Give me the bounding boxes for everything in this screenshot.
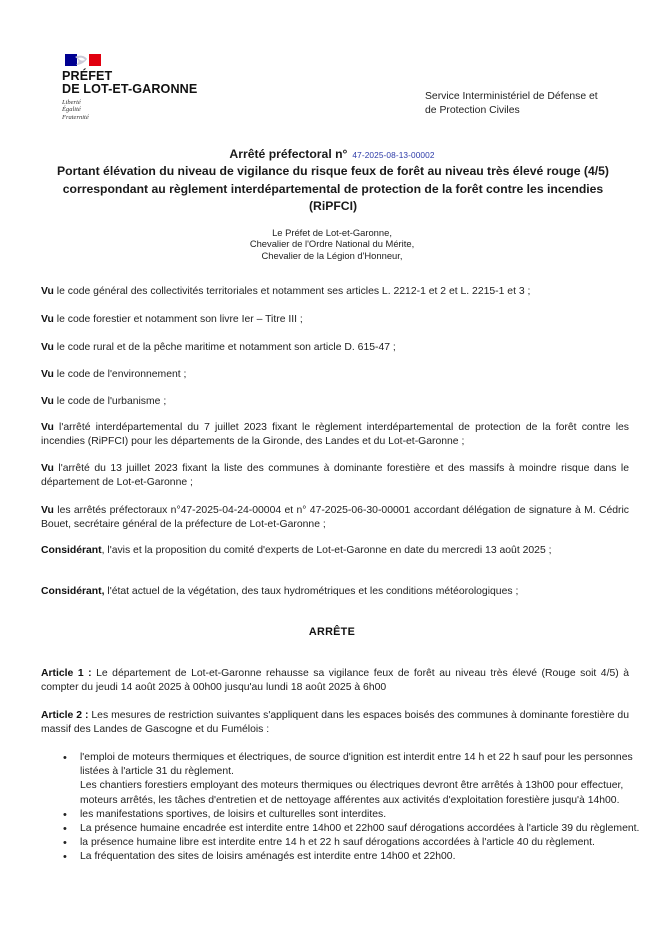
visa-text: le code de l'environnement ; [53, 369, 187, 380]
motto-fraternite: Fraternité [62, 113, 89, 121]
prefecture-logo [62, 53, 222, 121]
arrete-heading: ARRÊTE [308, 626, 356, 638]
visa-paragraph [41, 341, 629, 355]
article-text: Le département de Lot-et-Garonne rehausse sa vigilance feux de forêt au niveau très élevé (Rouge soit 4/5) à compter du jeudi 14 août 2025 à 00h00 jusqu'au lundi 18 août 2025 à 6h00 [41, 668, 629, 694]
visa-paragraph [41, 285, 629, 299]
article-2 [41, 709, 629, 738]
visa-lead: Vu [41, 463, 54, 474]
visa-paragraph [41, 395, 629, 409]
visa-text: le code forestier et notamment son livre Ier – Titre III ; [53, 314, 303, 325]
prefet-line3: Chevalier de la Légion d'Honneur, [261, 249, 403, 261]
visa-lead: Vu [41, 396, 54, 407]
prefet-line1: Le Préfet de Lot-et-Garonne, [272, 227, 392, 238]
motto-egalite: Égalité [62, 106, 81, 114]
considerant-text: , l'avis et la proposition du comité d'experts de Lot-et-Garonne en date du mercredi 13 août 2025 ; [101, 545, 552, 556]
visa-lead: Vu [41, 505, 54, 516]
visa-text: le code rural et de la pêche maritime et notamment son article D. 615-47 ; [53, 342, 396, 353]
arrete-number: 47-2025-08-13-00002 [352, 150, 435, 160]
list-item-text: les manifestations sportives, de loisirs et culturelles sont interdites. [80, 808, 387, 820]
visa-paragraph [41, 504, 629, 533]
list-item [80, 836, 648, 850]
considerant-paragraph [41, 544, 629, 558]
visa-lead: Vu [41, 314, 54, 325]
considerant-lead: Considérant [41, 545, 102, 556]
list-item [80, 808, 648, 822]
list-item [80, 850, 648, 864]
visa-paragraph [41, 313, 629, 327]
service-line2: de Protection Civiles [425, 104, 520, 116]
logo-title-line2: DE LOT-ET-GARONNE [62, 82, 198, 96]
visa-paragraph [41, 462, 629, 491]
prefet-line2: Chevalier de l'Ordre National du Mérite, [249, 238, 415, 250]
list-item-text: la présence humaine libre est interdite entre 14 h et 22 h sauf dérogations accordées à l'article 40 du règlement. [80, 837, 595, 849]
visa-text: le code de l'urbanisme ; [53, 396, 167, 407]
considerant-lead: Considérant, [41, 586, 105, 597]
visa-lead: Vu [41, 422, 54, 433]
visa-lead: Vu [41, 369, 54, 380]
list-item-continuation: Les chantiers forestiers employant des moteurs thermiques ou électriques devront être arrêtés à 13h00 pour effectuer, moteurs arrêtés, les tâches d'entretien et de nettoyage afférentes aux activités d'exploitation forestière jusqu'à 14h00. [80, 780, 624, 806]
visa-lead: Vu [41, 342, 54, 353]
visa-lead: Vu [41, 286, 54, 297]
prefet-block [0, 227, 664, 261]
logo-title-line1: PRÉFET [62, 69, 113, 83]
considerant-text: l'état actuel de la végétation, des taux hydrométriques et les conditions météorologiques ; [104, 586, 519, 597]
logo-title [62, 70, 222, 96]
visa-text: le code général des collectivités territoriales et notamment ses articles L. 2212-1 et 2 et L. 2215-1 et 3 ; [53, 286, 531, 297]
article-lead: Article 2 : [41, 710, 89, 721]
restriction-list [62, 751, 648, 865]
article-1 [41, 667, 629, 696]
visa-paragraph [41, 368, 629, 382]
motto-liberte: Liberté [62, 99, 81, 106]
list-item [80, 822, 648, 836]
list-item-text: l'emploi de moteurs thermiques et électriques, de source d'ignition est interdit entre 14 h et 22 h sauf pour les personnes listées à l'article 31 du règlement. [80, 752, 633, 778]
republic-motto [62, 99, 222, 121]
article-lead: Article 1 : [41, 668, 92, 679]
list-item-text: La fréquentation des sites de loisirs aménagés est interdite entre 14h00 et 22h00. [80, 851, 456, 863]
visa-paragraph [41, 421, 629, 450]
list-item [80, 751, 648, 808]
visa-text: l'arrêté interdépartemental du 7 juillet 2023 fixant le règlement interdépartemental de protection de la forêt contre les incendies (RiPFCI) pour les départements de la Gironde, des Landes et du Lot-et-Garonne ; [41, 422, 629, 448]
visa-text: les arrêtés préfectoraux n°47-2025-04-24-00004 et n° 47-2025-06-30-00001 accordant délégation de signature à M. Cédric Bouet, secrétaire général de la préfecture de Lot-et-Garonne ; [41, 505, 629, 531]
visa-text: l'arrêté du 13 juillet 2023 fixant la liste des communes à dominante forestière et des massifs à moindre risque dans le département de Lot-et-Garonne ; [41, 463, 629, 489]
marianne-flag-icon [65, 53, 222, 67]
arrete-subtitle: Portant élévation du niveau de vigilance du risque feux de forêt au niveau très élevé rouge (4/5) correspondant au règlement interdépartemental de protection de la forêt contre les incendies (RiPFCI) [57, 164, 609, 213]
list-item-text: La présence humaine encadrée est interdite entre 14h00 et 22h00 sauf dérogations accordées à l'article 39 du règlement. [80, 823, 640, 835]
article-text: Les mesures de restriction suivantes s'appliquent dans les espaces boisés des communes à dominante forestière du massif des Landes de Gascogne et du Fumélois : [41, 710, 629, 736]
considerant-paragraph [41, 585, 629, 599]
arrete-label: Arrêté préfectoral n° [229, 147, 348, 161]
service-name [425, 90, 640, 117]
arrete-title [0, 147, 664, 161]
service-line1: Service Interministériel de Défense et [425, 91, 598, 102]
